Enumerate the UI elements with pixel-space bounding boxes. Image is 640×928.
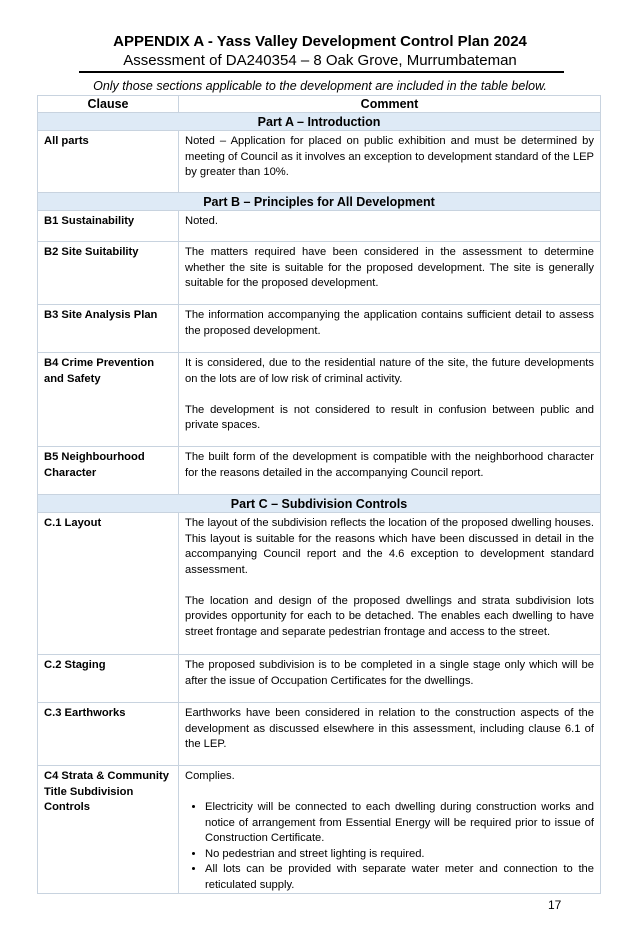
clause-cell: B3 Site Analysis Plan xyxy=(38,305,179,353)
table-row xyxy=(38,242,601,305)
comment-cell xyxy=(179,211,601,242)
comment-text: The location and design of the proposed dwellings and strata subdivision lots provides opportunity for each to be detached. The enables each dwelling to have street frontage and separate pedestrian frontage and access to the street. xyxy=(185,594,594,638)
table-row xyxy=(38,305,601,353)
table-row xyxy=(38,766,601,894)
part-a-heading: Part A – Introduction xyxy=(38,113,601,131)
table-row xyxy=(38,131,601,193)
list-item: • No pedestrian and street lighting is required. xyxy=(205,847,594,863)
comment-text: The proposed subdivision is to be completed in a single stage only which will be after the issue of Occupation Certificates for the dwellings. xyxy=(185,659,594,687)
part-b-heading-row xyxy=(38,193,601,211)
page-number: 17 xyxy=(548,898,562,912)
page-header xyxy=(0,32,640,70)
comment-cell xyxy=(179,131,601,193)
comment-text: The built form of the development is compatible with the neighborhood character for the reasons detailed in the accompanying Council report. xyxy=(185,451,594,479)
table-row xyxy=(38,655,601,703)
assessment-table xyxy=(37,95,601,894)
clause-cell: C4 Strata & Community Title Subdivision Controls xyxy=(38,766,179,894)
comment-text: Earthworks have been considered in relation to the construction aspects of the development as discussed elsewhere in this assessment, including clause 6.1 of the LEP. xyxy=(185,707,594,750)
comment-text: It is considered, due to the residential nature of the site, the future developments on the lots are of low risk of criminal activity. xyxy=(185,357,594,385)
comment-cell xyxy=(179,655,601,703)
comment-cell xyxy=(179,703,601,766)
comment-text: The information accompanying the application contains sufficient detail to assess the proposed development. xyxy=(185,309,594,337)
comment-cell xyxy=(179,353,601,447)
part-b-heading: Part B – Principles for All Development xyxy=(38,193,601,211)
table-row xyxy=(38,703,601,766)
table-row xyxy=(38,353,601,447)
table-row xyxy=(38,211,601,242)
header-comment: Comment xyxy=(179,96,601,113)
comment-cell xyxy=(179,242,601,305)
table-row xyxy=(38,513,601,655)
comment-text: The matters required have been considered in the assessment to determine whether the site is suitable for the proposed development. The site is generally suitable for the proposed development. xyxy=(185,246,594,289)
comment-cell xyxy=(179,447,601,495)
clause-cell: C.2 Staging xyxy=(38,655,179,703)
clause-cell: B2 Site Suitability xyxy=(38,242,179,305)
table-note: Only those sections applicable to the development are included in the table below. xyxy=(93,79,547,93)
list-item: • Electricity will be connected to each dwelling during construction works and notice of arrangement from Essential Energy will be required prior to issue of Construction Certificate. xyxy=(205,800,594,847)
comment-text: The development is not considered to result in confusion between public and private spaces. xyxy=(185,403,594,431)
clause-cell: C.3 Earthworks xyxy=(38,703,179,766)
clause-cell: All parts xyxy=(38,131,179,193)
comment-cell xyxy=(179,513,601,655)
comment-text: Noted. xyxy=(185,215,218,227)
comment-cell xyxy=(179,766,601,894)
comment-text: Noted – Application for placed on public exhibition and must be determined by meeting of Council as it involves an exception to development standard of the LEP by greater than 10%. xyxy=(185,135,594,178)
bullet-list xyxy=(185,800,594,893)
clause-cell: B4 Crime Prevention and Safety xyxy=(38,353,179,447)
list-item: • All lots can be provided with separate water meter and connection to the reticulated supply. xyxy=(205,862,594,893)
header-rule xyxy=(79,71,564,73)
clause-cell: C.1 Layout xyxy=(38,513,179,655)
comment-cell xyxy=(179,305,601,353)
page-title: APPENDIX A - Yass Valley Development Control Plan 2024 xyxy=(113,33,527,50)
comment-text: Complies. xyxy=(185,770,235,782)
header-clause: Clause xyxy=(38,96,179,113)
clause-cell: B1 Sustainability xyxy=(38,211,179,242)
part-c-heading-row xyxy=(38,495,601,513)
page-subtitle: Assessment of DA240354 – 8 Oak Grove, Murrumbateman xyxy=(123,52,517,69)
comment-text: The layout of the subdivision reflects the location of the proposed dwelling houses. This layout is suitable for the reasons which have been discussed in detail in the accompanying Council report and the 4.6 exception to development standard assessment. xyxy=(185,517,594,576)
part-c-heading: Part C – Subdivision Controls xyxy=(38,495,601,513)
table-header-row xyxy=(38,96,601,113)
table-row xyxy=(38,447,601,495)
part-a-heading-row xyxy=(38,113,601,131)
clause-cell: B5 Neighbourhood Character xyxy=(38,447,179,495)
